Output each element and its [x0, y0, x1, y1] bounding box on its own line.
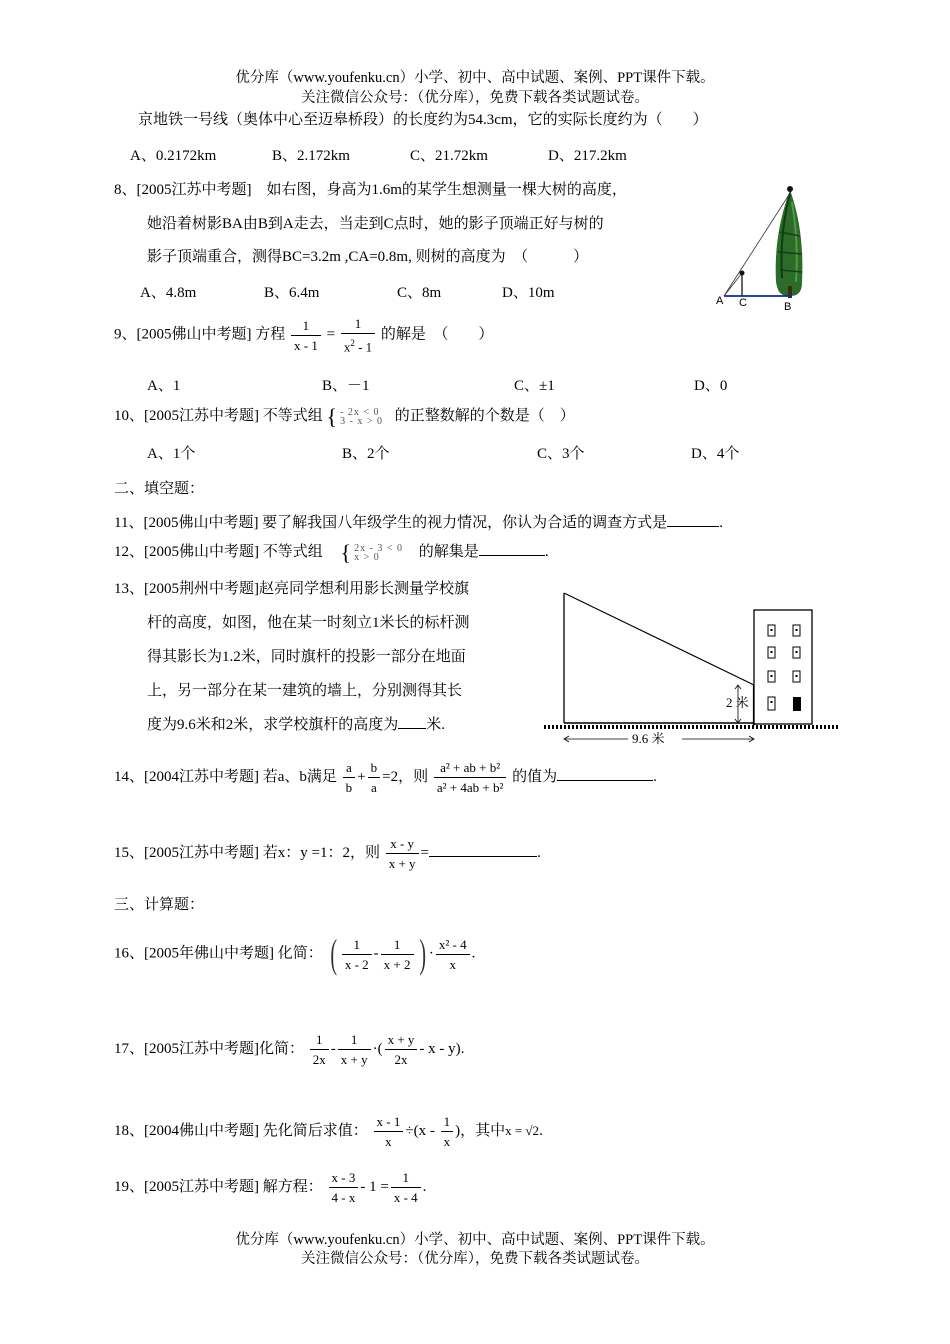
q11-text: 11、[2005佛山中考题] 要了解我国八年级学生的视力情况，你认为合适的调查方式是	[114, 515, 668, 531]
q15-num: x - y	[390, 836, 415, 851]
q19-line	[114, 1168, 426, 1207]
left-paren-icon: (	[329, 931, 337, 976]
q16-fraction-c	[436, 935, 470, 974]
q17-a-num: 1	[316, 1032, 323, 1047]
q15-prefix: 15、[2005江苏中考题] 若x：y =1：2，则	[114, 844, 380, 861]
q10-option-a: A、1个	[147, 446, 196, 462]
tree-icon	[776, 186, 803, 298]
q18-close: )	[455, 1122, 461, 1139]
q12-answer-blank[interactable]	[479, 541, 545, 556]
brace-icon: {	[326, 404, 339, 430]
brace-icon: {	[340, 540, 353, 566]
q8-tree-figure	[712, 182, 812, 312]
q10-sys-row-1: - 2x < 0	[340, 406, 380, 418]
q7-option-a: A、0.2172km	[130, 148, 217, 164]
q18-fraction-a	[374, 1112, 404, 1151]
q7-option-c: C、21.72km	[410, 148, 488, 164]
q9-suffix: 的解是 （ ）	[380, 326, 494, 343]
q12-sys-row-2: x > 0	[354, 551, 380, 563]
fig-wall-label: 2 米	[726, 695, 749, 710]
q17-a-den: 2x	[310, 1049, 329, 1069]
q13-line-2: 杆的高度，如图，他在某一时刻立1米长的标杆测	[147, 615, 470, 631]
q15-den: x + y	[386, 853, 419, 873]
q10-inequality-system	[326, 404, 384, 430]
q15-line	[114, 834, 541, 873]
q19-mid: - 1 =	[360, 1178, 389, 1195]
q11-end: .	[719, 515, 723, 531]
q9-rhs-den-base: x	[343, 339, 351, 355]
footer-line-2: 关注微信公众号：（优分库），免费下载各类试题试卷。	[301, 1251, 649, 1267]
q16-minus: -	[373, 945, 379, 962]
q12-prefix: 12、[2005佛山中考题] 不等式组	[114, 544, 323, 560]
q10-suffix: 的正整数解的个数是（ ）	[394, 408, 575, 424]
q14-f2-den: a	[368, 777, 381, 797]
q17-b-den: x + y	[338, 1049, 371, 1069]
building	[754, 610, 812, 724]
q12-inequality-system	[340, 540, 404, 566]
q19-a-den: 4 - x	[329, 1187, 359, 1207]
q18-a-den: x	[374, 1131, 404, 1151]
q8-option-c: C、8m	[397, 285, 442, 301]
q8-option-a: A、4.8m	[140, 285, 197, 301]
q12-end: .	[544, 544, 549, 560]
q9-option-b: B、－1	[322, 378, 370, 394]
q17-c-num: x + y	[387, 1032, 415, 1047]
q9-option-a: A、1	[147, 378, 181, 394]
q14-eq: =2	[382, 768, 399, 785]
q9-rhs-den	[341, 333, 375, 356]
footer-line-1: 优分库（www.youfenku.cn）小学、初中、高中试题、案例、PPT课件下载。	[235, 1232, 715, 1248]
header-line-1: 优分库（www.youfenku.cn）小学、初中、高中试题、案例、PPT课件下载。	[235, 70, 715, 86]
q7-option-b: B、2.172km	[272, 148, 350, 164]
q19-b-num: 1	[402, 1170, 409, 1185]
q18-b-den: x	[441, 1131, 454, 1151]
q13-line-4: 上，另一部分在某一建筑的墙上，分别测得其长	[147, 683, 463, 699]
q14-mid: ，则	[398, 768, 429, 785]
q16-line	[114, 931, 476, 976]
q16-prefix: 16、[2005年佛山中考题] 化简：	[114, 945, 323, 962]
q17-dot-paren: ·(	[372, 1040, 383, 1057]
q19-a-num: x - 3	[331, 1170, 356, 1185]
q7-text: 京地铁一号线（奥体中心至迈皋桥段）的长度约为54.3cm，它的实际长度约为（ ）	[138, 112, 708, 128]
q18-fraction-b	[441, 1112, 454, 1151]
q9-lhs-den: x - 1	[291, 335, 321, 355]
q14-suffix: 的值为	[512, 768, 558, 785]
q19-fraction-b	[391, 1168, 421, 1207]
q14-prefix: 14、[2004江苏中考题] 若a、b满足	[114, 768, 337, 785]
q14-line	[114, 758, 657, 797]
q8-option-d: D、10m	[502, 285, 555, 301]
q14-answer-blank[interactable]	[557, 766, 653, 781]
q14-f1-num: a	[346, 760, 352, 775]
q17-fraction-a	[310, 1030, 329, 1069]
fig-label-b: B	[784, 301, 792, 312]
q10-line	[114, 404, 575, 430]
q15-eq: =	[420, 844, 430, 861]
q13-answer-blank[interactable]	[398, 714, 426, 729]
q18-condition: x = √2	[505, 1122, 540, 1138]
right-paren-icon: )	[418, 931, 426, 976]
q9-rhs-fraction	[341, 314, 375, 356]
fig-ground-label: 9.6 米	[632, 731, 665, 746]
q13-line-5-text: 度为9.6米和2米，求学校旗杆的高度为	[147, 717, 399, 733]
q16-c-num: x² - 4	[438, 936, 467, 952]
q15-fraction	[386, 834, 419, 873]
q12-suffix: 的解集是	[418, 544, 479, 560]
q14-fraction-b-a	[368, 758, 381, 797]
q17-fraction-b	[338, 1030, 371, 1069]
q19-b-den: x - 4	[391, 1187, 421, 1207]
q13-flagpole-figure	[542, 585, 842, 750]
q10-option-d: D、4个	[691, 446, 740, 462]
q16-fraction-b	[381, 935, 414, 974]
q14-target-fraction	[434, 758, 507, 797]
q8-option-b: B、6.4m	[264, 285, 320, 301]
q9-lhs-fraction	[291, 316, 321, 355]
q16-b-den: x + 2	[381, 954, 414, 974]
q18-line	[114, 1112, 543, 1151]
q14-f3-den: a² + 4ab + b²	[434, 777, 507, 797]
q18-end: .	[539, 1122, 543, 1139]
q19-prefix: 19、[2005江苏中考题] 解方程：	[114, 1178, 323, 1195]
q16-a-num: 1	[353, 936, 360, 952]
building-door	[793, 697, 801, 711]
q16-dot: ·	[428, 945, 434, 962]
q8-line-1: 8、[2005江苏中考题] 如右图，身高为1.6m的某学生想测量一棵大树的高度，	[114, 182, 627, 198]
q10-prefix: 10、[2005江苏中考题] 不等式组	[114, 408, 323, 424]
q14-f2-num: b	[370, 760, 378, 775]
q9-rhs-den-exp: 2	[350, 338, 355, 348]
q9-equation	[114, 314, 493, 356]
q9-lhs-num: 1	[302, 317, 310, 333]
q17-end: .	[460, 1040, 465, 1057]
section-3-heading: 三、计算题：	[114, 897, 205, 913]
q7-option-d: D、217.2km	[548, 148, 627, 164]
q10-option-c: C、3个	[537, 446, 585, 462]
q12-sys-row-1: 2x - 3 < 0	[354, 542, 404, 554]
q9-rhs-num: 1	[354, 316, 362, 331]
q17-fraction-c	[385, 1030, 418, 1069]
q17-b-num: 1	[350, 1032, 358, 1047]
q9-rhs-den-rest: - 1	[354, 339, 373, 355]
q18-prefix: 18、[2004佛山中考题] 先化简后求值：	[114, 1122, 368, 1139]
q13-line-1: 13、[2005荆州中考题]赵亮同学想利用影长测量学校旗	[114, 581, 469, 597]
q16-a-den: x - 2	[342, 954, 372, 974]
q17-tail: - x - y)	[419, 1040, 461, 1057]
q9-prefix: 9、[2005佛山中考题] 方程	[114, 326, 286, 343]
q9-eq: =	[326, 326, 336, 343]
q15-answer-blank[interactable]	[429, 842, 537, 857]
q16-fraction-a	[342, 935, 372, 974]
q17-c-den: 2x	[385, 1049, 418, 1069]
q17-line	[114, 1030, 464, 1069]
q13-line-5	[147, 713, 445, 734]
q17-minus: -	[330, 1040, 336, 1057]
q11-line	[114, 511, 723, 532]
q11-answer-blank[interactable]	[667, 512, 719, 527]
q8-line-2: 她沿着树影BA由B到A走去，当走到C点时，她的影子顶端正好与树的	[147, 216, 604, 232]
q14-end: .	[653, 768, 657, 785]
q16-b-num: 1	[393, 936, 401, 952]
q16-c-den: x	[436, 954, 470, 974]
q9-option-d: D、0	[694, 378, 728, 394]
q10-option-b: B、2个	[342, 446, 390, 462]
q12-line	[114, 540, 549, 566]
q14-plus: +	[357, 768, 366, 785]
q14-fraction-a-b	[343, 758, 356, 797]
header-line-2: 关注微信公众号：（优分库），免费下载各类试题试卷。	[301, 90, 649, 106]
q18-a-num: x - 1	[376, 1114, 401, 1129]
q14-f3-num: a² + ab + b²	[440, 760, 501, 775]
q17-prefix: 17、[2005江苏中考题]化简：	[114, 1040, 304, 1057]
section-2-heading: 二、填空题：	[114, 481, 205, 497]
q19-fraction-a	[329, 1168, 359, 1207]
q9-option-c: C、±1	[514, 378, 555, 394]
q8-line-3: 影子顶端重合，测得BC=3.2m ,CA=0.8m, 则树的高度为 （ ）	[147, 249, 589, 265]
q18-div: ÷(x -	[405, 1122, 439, 1139]
q10-sys-row-2: 3 - x > 0	[340, 415, 384, 427]
fig-label-c: C	[739, 297, 747, 309]
q18-b-num: 1	[443, 1114, 451, 1129]
q18-mid: ，其中	[460, 1122, 506, 1139]
q19-end: .	[422, 1178, 427, 1195]
q13-line-3: 得其影长为1.2米，同时旗杆的投影一部分在地面	[147, 649, 466, 665]
fig-label-a: A	[716, 295, 724, 307]
q13-line-5-end: 米.	[426, 717, 446, 733]
q16-end: .	[471, 945, 476, 962]
q14-f1-den: b	[343, 777, 356, 797]
q15-end: .	[537, 844, 541, 861]
